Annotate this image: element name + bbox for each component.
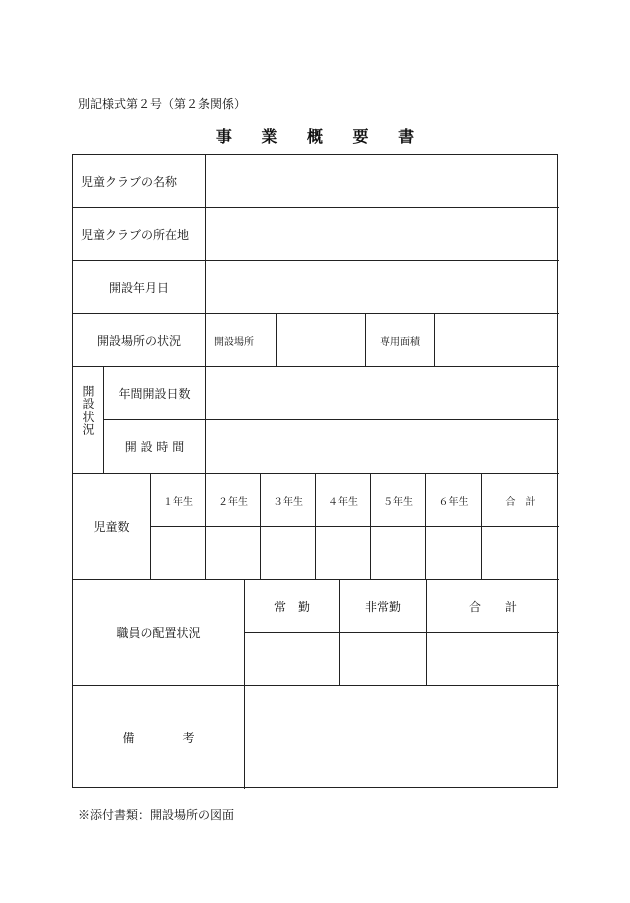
grade-header: ５年生: [383, 496, 413, 508]
operation-status-label: 開設状況: [81, 385, 95, 436]
grade-count-field[interactable]: [426, 527, 481, 579]
venue-label: 開設場所: [214, 336, 254, 348]
grade-count-field[interactable]: [316, 527, 370, 579]
grade-count-field[interactable]: [371, 527, 425, 579]
opening-hours-label: 開 設 時 間: [124, 440, 185, 454]
grade-header: ３年生: [273, 496, 303, 508]
staff-label: 職員の配置状況: [116, 626, 201, 640]
opening-date-label: 開設年月日: [108, 280, 169, 295]
staff-total-header: 合 計: [468, 599, 517, 614]
remarks-label: 備 考: [122, 731, 195, 745]
grade-header: ６年生: [438, 496, 469, 508]
club-location-field[interactable]: [206, 208, 559, 260]
opening-date-field[interactable]: [206, 261, 559, 313]
staff-fulltime-field[interactable]: [245, 633, 339, 685]
venue-status-label: 開設場所の状況: [96, 333, 181, 348]
children-count-label: 児童数: [93, 520, 130, 534]
grade-count-field[interactable]: [206, 527, 260, 579]
staff-parttime-field[interactable]: [340, 633, 426, 685]
grade-total-field[interactable]: [482, 527, 559, 579]
staff-parttime-header: 非常勤: [364, 599, 401, 614]
business-overview-form: [72, 154, 558, 788]
grade-header: ４年生: [328, 496, 358, 508]
remarks-field[interactable]: [245, 686, 559, 789]
annual-days-label: 年間開設日数: [118, 386, 191, 401]
grade-header: １年生: [163, 496, 193, 508]
staff-fulltime-header: 常 勤: [273, 599, 310, 614]
club-location-label: 児童クラブの所在地: [81, 227, 190, 242]
dedicated-area-field[interactable]: [435, 314, 559, 366]
club-name-label: 児童クラブの名称: [81, 174, 178, 189]
document-title: 事 業 概 要 書: [215, 127, 427, 146]
grade-header: ２年生: [218, 496, 248, 508]
annual-days-field[interactable]: [206, 367, 559, 419]
grade-count-field[interactable]: [151, 527, 205, 579]
form-number-note: 別記様式第２号（第２条関係）: [78, 97, 247, 111]
attachment-note: ※添付書類：開設場所の図面: [78, 808, 235, 822]
grade-count-field[interactable]: [261, 527, 315, 579]
venue-field[interactable]: [277, 314, 365, 366]
dedicated-area-label: 専用面積: [380, 336, 420, 348]
club-name-field[interactable]: [206, 155, 559, 207]
opening-hours-field[interactable]: [206, 420, 559, 473]
staff-total-field[interactable]: [427, 633, 559, 685]
grade-total-header: 合 計: [505, 496, 536, 508]
